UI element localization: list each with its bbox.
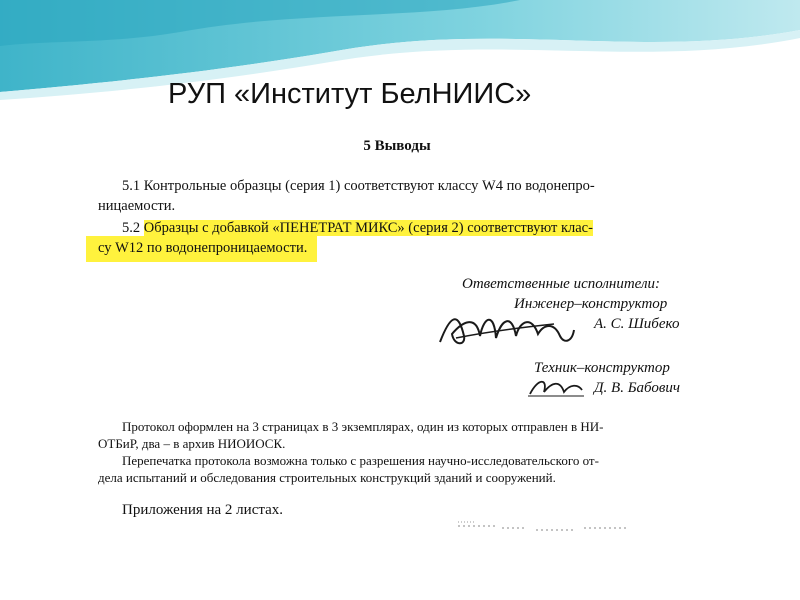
- engineer-signature: [436, 306, 576, 350]
- slide-title: РУП «Институт БелНИИС»: [168, 78, 532, 110]
- conclusion-5-2-number: 5.2: [122, 220, 141, 236]
- conclusion-5-1: [98, 176, 696, 216]
- conclusion-5-2-line1: [98, 218, 696, 238]
- reprint-note: [98, 452, 696, 486]
- conclusion-5-2: [98, 218, 696, 258]
- protocol-note: [98, 418, 696, 452]
- appendix-note: Приложения на 2 листах.: [122, 502, 284, 518]
- protocol-note-line1: Протокол оформлен на 3 страницах в 3 экземплярах, один из которых отправлен в НИ-: [122, 419, 604, 434]
- faint-stamp-marks: [456, 518, 636, 538]
- technician-name: Д. В. Бабович: [594, 380, 681, 396]
- highlighted-text-line2: су W12 по водонепроницаемости.: [86, 236, 317, 262]
- document-heading: 5 Выводы: [363, 138, 431, 154]
- technician-role: Техник–конструктор: [534, 360, 670, 376]
- protocol-note-line2: ОТБиР, два – в архив НИОИОСК.: [98, 436, 286, 451]
- responsible-heading: Ответственные исполнители:: [462, 276, 660, 292]
- technician-signature: [526, 374, 586, 400]
- conclusion-5-1-line1: 5.1 Контрольные образцы (серия 1) соответствуют классу W4 по водонепро-: [122, 178, 595, 194]
- reprint-note-line1: Перепечатка протокола возможна только с разрешения научно-исследовательского от-: [122, 453, 599, 468]
- conclusion-5-1-line2: ницаемости.: [98, 198, 176, 214]
- engineer-name: А. С. Шибеко: [594, 316, 680, 332]
- highlighted-text: Образцы с добавкой «ПЕНЕТРАТ МИКС» (серия 2) соответствуют клас-: [143, 220, 593, 236]
- engineer-role: Инженер–конструктор: [514, 296, 668, 312]
- scanned-document: [86, 130, 708, 540]
- conclusion-5-2-line2: [98, 238, 696, 258]
- reprint-note-line2: дела испытаний и обследования строительных конструкций зданий и сооружений.: [98, 470, 556, 485]
